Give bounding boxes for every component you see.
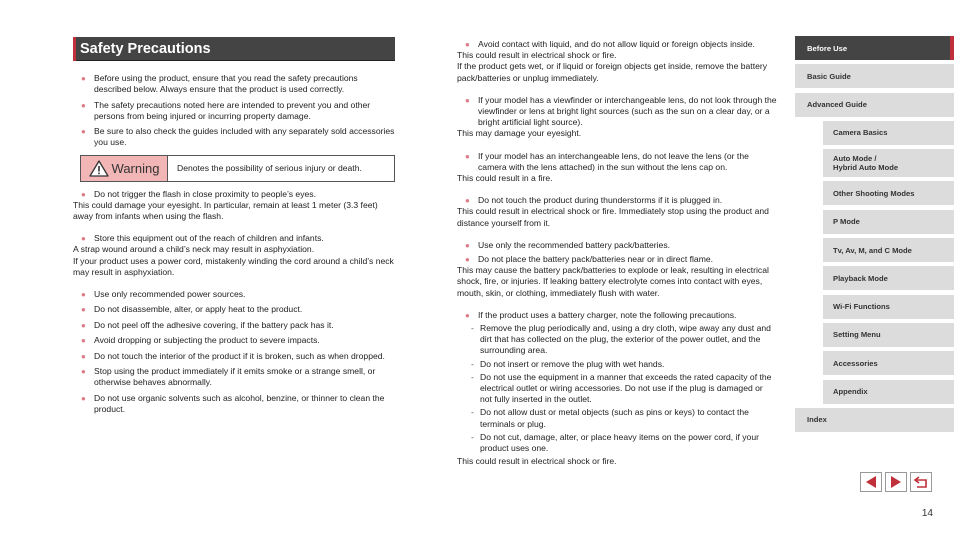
charger-list (471, 323, 777, 454)
sidebar-tab-label: Index (807, 415, 827, 425)
sidebar-tab-label: Auto Mode / Hybrid Auto Mode (833, 154, 899, 173)
precaution-bullet: ● Store this equipment out of the reach of children and infants. (81, 233, 324, 244)
bullet-dot-icon: ● (465, 95, 470, 105)
sidebar-tab-other-shooting-modes[interactable] (823, 181, 954, 205)
charger-item: - Remove the plug periodically and, using a dry cloth, wipe away any dust and dirt that has collected on the plug, the exterior of the power outlet, and the surrounding area. (471, 323, 777, 357)
charger-item: - Do not allow dust or metal objects (such as pins or keys) to contact the terminals or plug. (471, 407, 777, 429)
precaution-block (73, 189, 395, 223)
precaution-text: This could result in a fire. (457, 173, 553, 184)
next-page-button[interactable] (885, 472, 907, 492)
precaution-bullet: ● Do not place the battery pack/batteries near or in direct flame. (465, 254, 714, 265)
precaution-block (457, 195, 777, 229)
precaution-block (457, 39, 777, 84)
sidebar-tab-tv-av-m-and-c-mode[interactable] (823, 238, 954, 262)
bullet-dot-icon: ● (465, 40, 470, 49)
bullet-dot-icon: ● (81, 320, 86, 330)
page-navigation (860, 472, 932, 492)
charger-block (457, 310, 777, 468)
charger-bullet: ● If the product uses a battery charger, note the following precautions. (465, 309, 737, 320)
precaution-text: This may damage your eyesight. (457, 128, 582, 139)
sidebar-tab-wi-fi-functions[interactable] (823, 295, 954, 319)
bullet-dot-icon: ● (81, 393, 86, 403)
precaution-text: A strap wound around a child’s neck may result in asphyxiation. (73, 244, 315, 255)
bullet-dot-icon: ● (81, 127, 86, 137)
sidebar-tab-basic-guide[interactable] (795, 64, 954, 88)
precaution-text: This could result in electrical shock or fire. Immediately stop using the product and distance yourself from it. (457, 206, 769, 228)
precaution-text: This could damage your eyesight. In particular, remain at least 1 meter (3.3 feet) away from infants when using the flash. (73, 199, 378, 221)
sidebar-tab-playback-mode[interactable] (823, 266, 954, 290)
charger-item: - Do not insert or remove the plug with wet hands. (471, 359, 777, 370)
charger-footer: This could result in electrical shock or fire. (457, 456, 617, 467)
sidebar-tab-advanced-guide[interactable] (795, 93, 954, 117)
precaution-item: ● Avoid dropping or subjecting the product to severe impacts. (81, 335, 320, 346)
left-column (73, 37, 395, 419)
bullet-dot-icon: ● (81, 290, 86, 300)
precaution-bullet: ● Use only the recommended battery pack/batteries. (465, 239, 671, 250)
bullet-dot-icon: ● (465, 240, 470, 250)
precaution-text: If the product gets wet, or if liquid or foreign objects get inside, remove the battery pack/batteries or unplug immediately. (457, 61, 768, 83)
return-button[interactable] (910, 472, 932, 492)
precaution-item: ● Use only recommended power sources. (81, 289, 246, 300)
sidebar-tab-accessories[interactable] (823, 351, 954, 375)
sidebar-tab-label: Wi-Fi Functions (833, 302, 890, 312)
warning-description: Denotes the possibility of serious injury or death. (177, 163, 362, 174)
sidebar-tab-index[interactable] (795, 408, 954, 432)
sidebar-nav (795, 36, 954, 436)
right-blocks (457, 39, 777, 299)
precaution-block (457, 240, 777, 299)
bullet-dot-icon: ● (81, 366, 86, 376)
precaution-bullet: ● Avoid contact with liquid, and do not allow liquid or foreign objects inside. (465, 39, 755, 49)
bullet-dot-icon: ● (465, 255, 470, 265)
page-number: 14 (921, 508, 933, 519)
warning-label-text: Warning (111, 160, 160, 176)
precaution-bullet: ● If your model has an interchangeable lens, do not leave the lens (or the camera with the lens attached) in the sun without the lens cap on. (465, 150, 749, 172)
precaution-text: This may cause the battery pack/batteries to explode or leak, resulting in electrical shock, fire, or injuries. If leaking battery electrolyte comes into contact with eyes, mouth, skin, or clothing, immediately flush with water. (457, 265, 769, 298)
precaution-text: If your product uses a power cord, mistakenly winding the cord around a child’s neck may result in asphyxiation. (73, 255, 394, 277)
intro-list (73, 73, 395, 149)
warning-box (80, 155, 395, 182)
intro-item: ● Be sure to also check the guides included with any separately sold accessories you use. (81, 126, 395, 148)
precaution-block (73, 233, 395, 278)
precaution-block (457, 95, 777, 140)
sidebar-tab-label: Before Use (807, 43, 848, 53)
precaution-item: ● Do not peel off the adhesive covering, if the battery pack has it. (81, 319, 334, 330)
sidebar-tab-label: P Mode (833, 217, 860, 227)
precaution-bullet: ● Do not trigger the flash in close proximity to people’s eyes. (81, 188, 316, 199)
bullet-dot-icon: ● (81, 336, 86, 346)
left-list (73, 289, 395, 415)
sidebar-tab-appendix[interactable] (823, 380, 954, 404)
sidebar-tab-auto-mode-hybrid-auto-mode[interactable] (823, 149, 954, 177)
prev-page-icon (864, 475, 878, 489)
precaution-item: ● Do not use organic solvents such as alcohol, benzine, or thinner to clean the product. (81, 392, 385, 414)
precaution-text: This could result in electrical shock or fire. (457, 50, 617, 61)
bullet-dot-icon: ● (81, 74, 86, 83)
right-column (457, 39, 777, 468)
precaution-bullet: ● Do not touch the product during thunderstorms if it is plugged in. (465, 195, 723, 206)
precaution-item: ● Do not touch the interior of the product if it is broken, such as when dropped. (81, 350, 385, 361)
warning-triangle-icon (89, 160, 109, 177)
sidebar-tab-setting-menu[interactable] (823, 323, 954, 347)
sidebar-tab-label: Other Shooting Modes (833, 188, 915, 198)
prev-page-button[interactable] (860, 472, 882, 492)
precaution-block (457, 151, 777, 185)
bullet-dot-icon: ● (81, 100, 86, 110)
charger-item: - Do not use the equipment in a manner that exceeds the rated capacity of the electrical outlet or wiring accessories. Do not use if the plug is damaged or not fully inserted in the outlet. (471, 372, 777, 406)
bullet-dot-icon: ● (81, 305, 86, 315)
next-page-icon (889, 475, 903, 489)
sidebar-tab-label: Setting Menu (833, 330, 881, 340)
bullet-dot-icon: ● (81, 351, 86, 361)
charger-item: - Do not cut, damage, alter, or place heavy items on the power cord, if your product uses one. (471, 432, 777, 454)
sidebar-tab-label: Appendix (833, 387, 868, 397)
sidebar-tab-p-mode[interactable] (823, 210, 954, 234)
precaution-item: ● Stop using the product immediately if it emits smoke or a strange smell, or otherwise behaves abnormally. (81, 365, 376, 388)
bullet-dot-icon: ● (465, 151, 470, 161)
page-title: Safety Precautions (80, 40, 211, 57)
bullet-dot-icon: ● (81, 189, 86, 199)
precaution-bullet: ● If your model has a viewfinder or interchangeable lens, do not look through the viewfinder or lens at bright light sources (such as the sun on a clear day, or a bright artificial light source). (465, 94, 777, 128)
sidebar-tab-label: Accessories (833, 358, 878, 368)
sidebar-tab-label: Playback Mode (833, 273, 888, 283)
precaution-item: ● Do not disassemble, alter, or apply heat to the product. (81, 304, 303, 315)
left-blocks (73, 189, 395, 278)
bullet-dot-icon: ● (81, 234, 86, 244)
sidebar-tab-before-use[interactable] (795, 36, 954, 60)
sidebar-tab-label: Advanced Guide (807, 100, 867, 110)
sidebar-tab-label: Tv, Av, M, and C Mode (833, 245, 912, 255)
page-title-bar (73, 37, 395, 61)
return-icon (913, 475, 929, 489)
intro-item: ● The safety precautions noted here are intended to prevent you and other persons from being injured or incurring property damage. (81, 99, 371, 121)
sidebar-tab-label: Basic Guide (807, 71, 851, 81)
intro-item: ● Before using the product, ensure that you read the safety precautions described below. Always ensure that the product is used correctly. (81, 73, 358, 95)
warning-label (81, 156, 168, 181)
sidebar-tab-label: Camera Basics (833, 128, 888, 138)
bullet-dot-icon: ● (465, 196, 470, 206)
sidebar-tab-camera-basics[interactable] (823, 121, 954, 145)
